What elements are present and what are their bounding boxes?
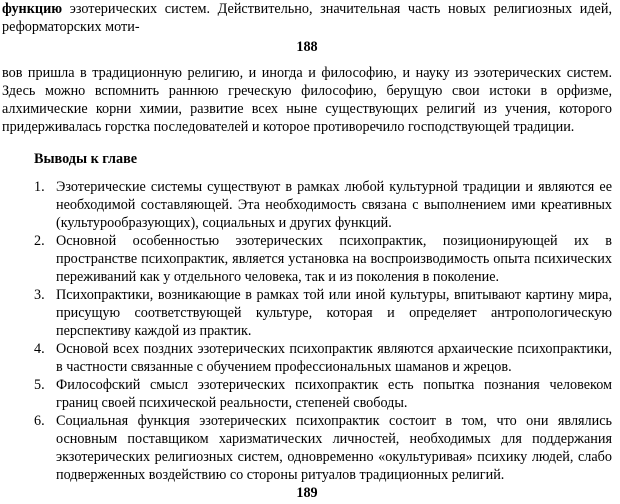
list-item <box>2 232 612 286</box>
list-item <box>2 412 612 484</box>
page-number-bottom: 189 <box>296 485 318 501</box>
top-paragraph <box>2 0 612 36</box>
list-item-number: 2. <box>34 233 45 249</box>
section-heading: Выводы к главе <box>34 151 138 167</box>
continuation-paragraph: вов пришла в традиционную религию, и иногда и философию, и науку из эзотерических систем. Здесь можно вспомнить раннюю греческую философию, берущую свои истоки в орфизме, алхимические корни химии, развитие всех ныне существующих религий из учения, которого придерживалась горстка последователей и которое противоречило господствующей традиции. <box>2 65 612 135</box>
list-item <box>2 376 612 412</box>
list-item <box>2 178 612 232</box>
list-item-text: Философский смысл эзотерических психопрактик есть попытка познания человеком границ своей психической реальности, степеней свободы. <box>56 377 612 411</box>
list-item-number: 3. <box>34 287 45 303</box>
top-paragraph-text: эзотерических систем. Действительно, значительная часть новых религиозных идей, реформаторских моти- <box>2 1 612 35</box>
list-item-text: Основной особенностью эзотерических психопрактик, позиционирующей их в пространстве психопрактик, является установка на воспроизводимость опыта психических переживаний как у отдельного человека, так и из поколения в поколение. <box>56 233 612 285</box>
list-item-number: 1. <box>34 179 45 195</box>
list-item-text: Психопрактики, возникающие в рамках той или иной культуры, впитывают картину мира, присущую соответствующей культуре, которая и определяет антропологическую перспективу каждой из практик. <box>56 287 612 339</box>
list-item <box>2 340 612 376</box>
list-item-number: 4. <box>34 341 45 357</box>
list-item-text: Социальная функция эзотерических психопрактик состоит в том, что они являлись основным поставщиком харизматических личностей, необходимых для поддержания экзотерических религиозных систем, одновременно «окультуривая» психику людей, слабо подверженных воздействию со стороны ритуалов традиционных религий. <box>56 413 612 483</box>
list-item-text: Основой всех поздних эзотерических психопрактик являются архаические психопрактики, в частности связанные с обучением профессиональных шаманов и жрецов. <box>56 341 612 375</box>
list-item <box>2 286 612 340</box>
page-number-top: 188 <box>296 39 318 55</box>
bold-lead-word: функцию <box>2 1 63 17</box>
list-item-number: 5. <box>34 377 45 393</box>
conclusions-list <box>2 178 612 484</box>
list-item-number: 6. <box>34 413 45 429</box>
list-item-text: Эзотерические системы существуют в рамках любой культурной традиции и являются ее необходимой составляющей. Эта необходимость связана с выполнением ими креативных (культурообразующих), социальных и других функций. <box>56 179 612 231</box>
